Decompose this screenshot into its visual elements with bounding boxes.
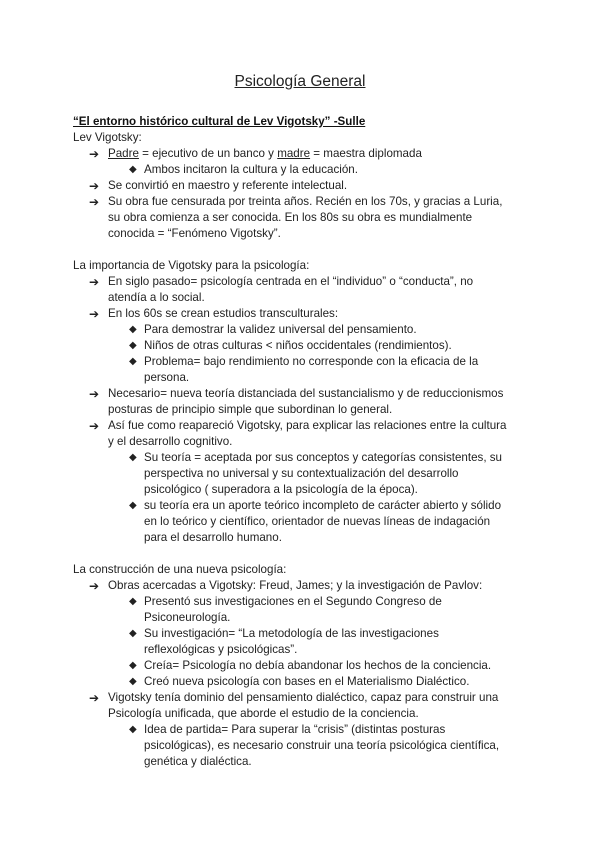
arrow-bullet-icon: ➔	[89, 275, 100, 289]
text-line: persona.	[144, 371, 190, 384]
text: = maestra diplomada	[310, 147, 422, 160]
text-line: atendía a lo social.	[108, 291, 205, 304]
text-line: reflexológicas y psicológicas”.	[144, 643, 298, 656]
list-subitem	[73, 354, 533, 370]
diamond-bullet-icon: ◆	[129, 164, 137, 175]
list-subitem	[73, 658, 533, 674]
text: Niños de otras culturas < niños occidentales (rendimientos).	[144, 339, 452, 352]
diamond-bullet-icon: ◆	[129, 596, 137, 607]
text: Se convirtió en maestro y referente intelectual.	[108, 179, 348, 192]
section-title: La construcción de una nueva psicología:	[73, 563, 287, 576]
page-title: Psicología General	[234, 73, 366, 90]
text: Así fue como reapareció Vigotsky, para explicar las relaciones entre la cultura	[108, 419, 507, 432]
text: Presentó sus investigaciones en el Segundo Congreso de	[144, 595, 442, 608]
document-body	[73, 114, 533, 770]
section-title: La importancia de Vigotsky para la psicología:	[73, 259, 310, 272]
list-item	[73, 306, 533, 322]
diamond-bullet-icon: ◆	[129, 628, 137, 639]
text: su teoría era un aporte teórico incompleto de carácter abierto y sólido	[144, 499, 502, 512]
text: En siglo pasado= psicología centrada en el “individuo” o “conducta”, no	[108, 275, 474, 288]
text-line: psicológico ( superadora a la psicología de la época).	[144, 483, 418, 496]
arrow-bullet-icon: ➔	[89, 307, 100, 321]
text: Obras acercadas a Vigotsky: Freud, James; y la investigación de Pavlov:	[108, 579, 483, 592]
text: Su obra fue censurada por treinta años. Recién en los 70s, y gracias a Luria,	[108, 195, 503, 208]
list-item	[73, 274, 533, 290]
arrow-bullet-icon: ➔	[89, 147, 100, 161]
list-subitem	[73, 498, 533, 514]
arrow-bullet-icon: ➔	[89, 179, 100, 193]
list-subitem	[73, 674, 533, 690]
diamond-bullet-icon: ◆	[129, 500, 137, 511]
diamond-bullet-icon: ◆	[129, 356, 137, 367]
text-line: para el desarrollo humano.	[144, 531, 282, 544]
list-item	[73, 146, 533, 162]
text: = ejecutivo de un banco y	[138, 147, 278, 160]
section-heading: “El entorno histórico cultural de Lev Vigotsky” -Sulle	[73, 115, 366, 128]
list-item	[73, 418, 533, 434]
text: Idea de partida= Para superar la “crisis” (distintas posturas	[144, 723, 446, 736]
arrow-bullet-icon: ➔	[89, 579, 100, 593]
diamond-bullet-icon: ◆	[129, 724, 137, 735]
list-subitem	[73, 626, 533, 642]
list-subitem	[73, 162, 533, 178]
underlined-word: madre	[277, 147, 311, 160]
list-item	[73, 194, 533, 210]
text: Vigotsky tenía dominio del pensamiento dialéctico, capaz para construir una	[108, 691, 499, 704]
list-item	[73, 178, 533, 194]
diamond-bullet-icon: ◆	[129, 452, 137, 463]
diamond-bullet-icon: ◆	[129, 660, 137, 671]
text: Su investigación= “La metodología de las investigaciones	[144, 627, 439, 640]
text-line: y el desarrollo cognitivo.	[108, 435, 233, 448]
list-subitem	[73, 594, 533, 610]
text: Creía= Psicología no debía abandonar los hechos de la conciencia.	[144, 659, 492, 672]
text: Problema= bajo rendimiento no corresponde con la eficacia de la	[144, 355, 479, 368]
diamond-bullet-icon: ◆	[129, 324, 137, 335]
diamond-bullet-icon: ◆	[129, 676, 137, 687]
text: Su teoría = aceptada por sus conceptos y categorías consistentes, su	[144, 451, 503, 464]
list-subitem	[73, 450, 533, 466]
text: Creó nueva psicología con bases en el Materialismo Dialéctico.	[144, 675, 470, 688]
text-line: Psiconeurología.	[144, 611, 231, 624]
text-line: Psicología unificada, que aborde el estudio de la conciencia.	[108, 707, 419, 720]
list-subitem	[73, 322, 533, 338]
text: Ambos incitaron la cultura y la educación.	[144, 163, 358, 176]
text-line: perspectiva no universal y su contextualización del desarrollo	[144, 467, 459, 480]
list-item	[73, 386, 533, 402]
text-line: en lo teórico y científico, orientador de nuevas líneas de indagación	[144, 515, 491, 528]
list-item	[73, 578, 533, 594]
list-item	[73, 690, 533, 706]
arrow-bullet-icon: ➔	[89, 691, 100, 705]
underlined-word: Padre	[108, 147, 139, 160]
text-line: psicológicas), es necesario construir una teoría psicológica científica,	[144, 739, 500, 752]
diamond-bullet-icon: ◆	[129, 340, 137, 351]
text-line: su obra comienza a ser conocida. En los 80s su obra es mundialmente	[108, 211, 473, 224]
text-line: posturas de principio simple que subordinan lo general.	[108, 403, 393, 416]
list-subitem	[73, 722, 533, 738]
text: Para demostrar la validez universal del pensamiento.	[144, 323, 417, 336]
list-subitem	[73, 338, 533, 354]
arrow-bullet-icon: ➔	[89, 419, 100, 433]
text: Necesario= nueva teoría distanciada del sustancialismo y de reduccionismos	[108, 387, 504, 400]
text: En los 60s se crean estudios transculturales:	[108, 307, 339, 320]
arrow-bullet-icon: ➔	[89, 195, 100, 209]
arrow-bullet-icon: ➔	[89, 387, 100, 401]
intro-text: Lev Vigotsky:	[73, 131, 142, 144]
text-line: genética y dialéctica.	[144, 755, 252, 768]
text-line: conocida = “Fenómeno Vigotsky”.	[108, 227, 281, 240]
